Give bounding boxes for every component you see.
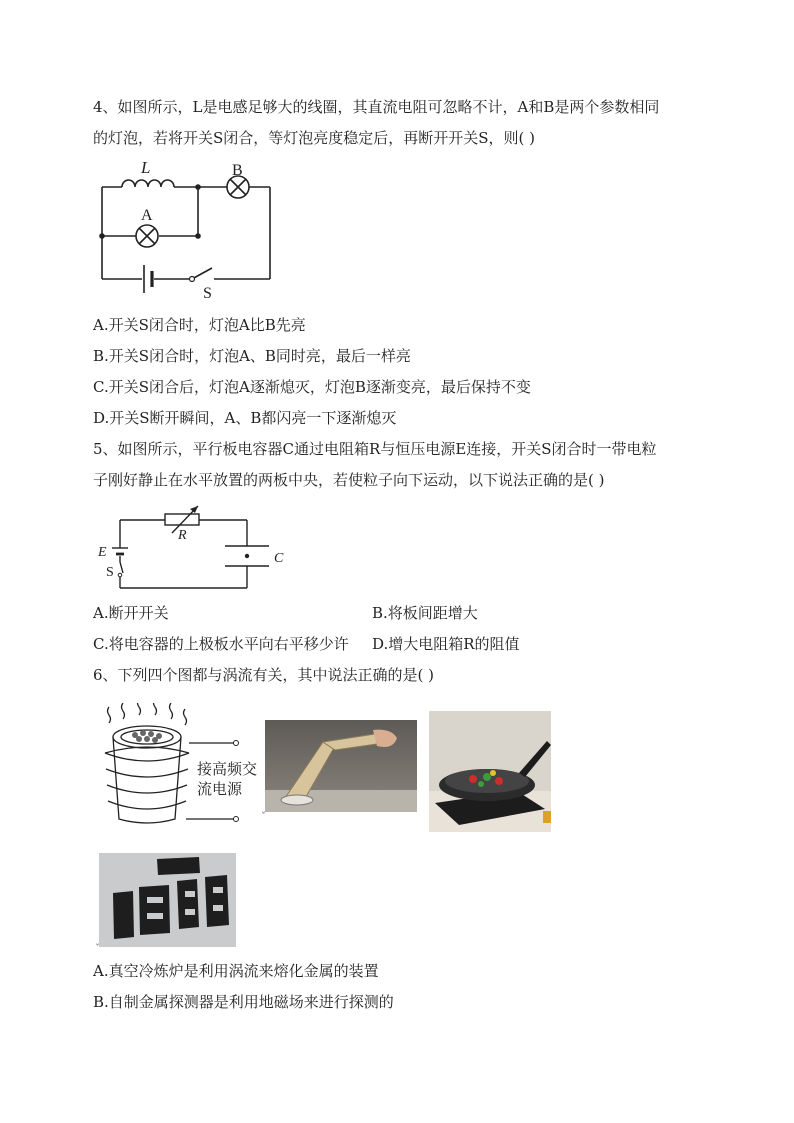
q5-option-a: A.断开开关 [93,604,169,622]
q4-stem-line-2: 的灯泡，若将开关S闭合，等灯泡亮度稳定后，再断开开关S，则( ) [93,129,536,147]
q5-option-d: D.增大电阻箱R的阻值 [372,635,520,653]
fig-label-S: S [203,285,212,302]
q4-circuit-diagram [95,157,285,302]
fig-label-C: C [274,551,284,566]
q5-circuit-diagram [92,500,292,595]
fig-label-B: B [232,162,243,179]
q4-option-c: C.开关S闭合后，灯泡A逐渐熄灭，灯泡B逐渐变亮，最后保持不变 [93,378,531,396]
fig-label-L: L [141,158,151,177]
fig-label-R: R [178,528,187,543]
q5-option-b: B.将板间距增大 [372,604,478,622]
q5-stem-line-2: 子刚好静止在水平放置的两板中央，若使粒子向下运动，以下说法正确的是( ) [93,471,605,489]
laminated-core-photo [99,853,236,947]
q4-option-b: B.开关S闭合时，灯泡A、B同时亮，最后一样亮 [93,347,411,365]
q6-option-b: B.自制金属探测器是利用地磁场来进行探测的 [93,993,394,1011]
q5-stem-line-1: 5、如图所示，平行板电容器C通过电阻箱R与恒压电源E连接，开关S闭合时一带电粒 [93,440,657,458]
caret-mark-icon: ˇ [95,944,100,955]
q6-stem-line-1: 6、下列四个图都与涡流有关，其中说法正确的是( ) [93,666,435,684]
fig-label-A: A [141,207,153,224]
q4-stem-line-1: 4、如图所示，L是电感足够大的线圈，其直流电阻可忽略不计，A和B是两个参数相同 [93,98,660,116]
caret-mark-icon: ˇ [261,812,266,823]
q4-option-d: D.开关S断开瞬间，A、B都闪亮一下逐渐熄灭 [93,409,397,427]
q6-option-a: A.真空冷炼炉是利用涡流来熔化金属的装置 [93,962,379,980]
furnace-power-label: 接高频交 流电源 [197,760,258,798]
fig-label-E: E [98,545,107,560]
q4-option-a: A.开关S闭合时，灯泡A比B先亮 [93,316,306,334]
fig-label-S: S [106,565,114,580]
metal-detector-photo [265,720,417,812]
q5-option-c: C.将电容器的上极板水平向右平移少许 [93,635,349,653]
induction-cooker-photo [429,711,551,832]
